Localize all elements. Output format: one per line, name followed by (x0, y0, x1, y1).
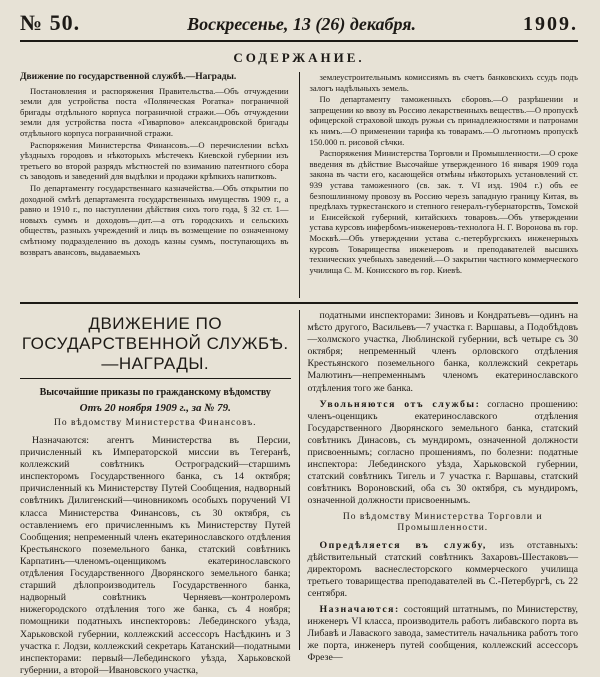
issue-date: Воскресенье, 13 (26) декабря. (187, 14, 417, 34)
dismissed-label: Увольняются отъ службы: (319, 398, 481, 410)
appointed-label: Опредѣляется въ службу, (319, 539, 487, 551)
article-subheading: Высочайшие приказы по гражданскому вѣдомству (39, 387, 271, 398)
article-right-column (307, 310, 579, 664)
article-body (20, 310, 579, 676)
paragraph (308, 399, 579, 508)
toc-item: Движение по государственной службѣ.—Награды. (20, 72, 237, 82)
order-number: Отъ 20 ноября 1909 г., за № 79. (79, 402, 231, 414)
appointed-text: изъ отставныхъ: дѣйствительный статский совѣтникъ Захаровъ-Шестаковъ—директоромъ васнеслесторского коммерческого училища третьего товарищества преподавателей въ С.-Петербургѣ, съ 22 сентября. (307, 539, 578, 599)
paragraph (308, 540, 579, 600)
column-divider (299, 310, 300, 650)
toc-left-column (20, 72, 289, 298)
toc-item: По департаменту государственнаго казначейства.—Объ открытии по доходной смѣтѣ департамента государственныхъ имуществъ 1909 г., а равно и 1910 г., по наступлении дѣйствия сихъ того года, § 32 ст. 1—новыхъ суммъ и доходовъ—дит.—а отъ городскихъ и сельскихъ обществъ, разныхъ учреждений и лицъ въ возмещение по означенному смѣтному подразделению въ доходъ казны суммъ, поступающихъ въ возвратъ авансовъ, выдаваемыхъ (20, 182, 289, 257)
toc-item: По департаменту таможенныхъ сборовъ.—О разрѣшении и запрещении ко ввозу въ Россию лекарственныхъ веществъ.—О пропускѣ офицерской страховой шкодъ ружьи съ принадлежностями и патронами къ нимъ.—О применении тарифа къ товарамъ.—О льготномъ пропускѣ 150.000 п. рисовой сѣчки. (309, 94, 578, 147)
article-text (308, 310, 579, 664)
assigned-label: Назначаются: (319, 603, 400, 615)
article-left-column (20, 310, 291, 676)
masthead (20, 10, 578, 42)
department-heading: По вѣдомству Министерства Финансовъ. (53, 418, 257, 428)
table-of-contents (20, 72, 578, 304)
assigned-text: состоящий штатнымъ, по Министерству, инженеръ VI класса, производитель работъ либавского порта въ Либавѣ и Лаваского завода, заместитель начальника работъ того же порта, инженеръ путей сообщения, коллежский ассессоръ Фрезе— (307, 603, 578, 664)
column-divider (299, 72, 300, 298)
contents-title: СОДЕРЖАНИЕ. (233, 50, 365, 65)
paragraph (308, 604, 579, 664)
toc-item: Распоряжения Министерства Финансовъ.—О перечислении всѣхъ уѣздныхъ городовъ и нѣкоторыхъ мѣстечекъ Киевской губернии изъ третьего во второй разрядъ мѣстностей по взиманию патентного сбора съ заводовъ и заведений для выдѣлки и продажи крѣпкихъ напитковъ. (20, 139, 289, 182)
toc-item: Постановления и распоряжения Правительства.—Объ отчуждении земли для устройства поста «Полянческая Рогатка» пограничной бригады отдѣльного корпуса пограничной стражи.—Объ отчуждении земли для устройства поста «Гиварпово» александровской бригады отдѣльного корпуса пограничной стражи. (20, 85, 289, 138)
dismissed-text: согласно прошению: членъ-оценщикъ екатеринославского отдѣления Государственного Дворянского земельного банка, статский совѣтникъ Динасовъ, съ мундиромъ, означенной должности присвоеннымъ; согласно прошениямъ, по болезни: податные инспектора: Лебединского уѣзда, Харьковской губернии, статский совѣтникъ Тигель и 7 участка г. Варшавы, статский совѣтникъ Вороновский, оба съ 30 октября, съ мундиромъ, означенной должности присвоеннымъ. (307, 398, 579, 507)
toc-item: Распоряжения Министерства Торговли и Промышленности.—О сроке введения въ дѣйствие Высочайше утвержденного 16 января 1909 года закона въ части его, касающейся отмѣны нѣкоторыхъ установлений ст. 939 устава таможенного (св. зак. т. VI изд. 1904 г.) объ ее безпошлинному провозу въ Россию черезъ западную границу Китая, въ предѣлахъ туркестанского и степного генералъ-губернаторствъ, Томской и Енисейской губерний, китайскихъ товаровъ.—Объ утверждении устава курсовъ инфербомъ-инженеровъ-технолога Н. Г. Воронова въ гор. Москвѣ.—Объ утверждении устава с.-петербургскихъ инженерныхъ курсовъ Товарищества инженеровъ и преподавателей высшихъ технических учебныхъ заведений.—О закрытии частного коммерческого училища С. М. Конисского въ гор. Киевѣ. (309, 148, 578, 275)
article-heading: ДВИЖЕНИЕ ПО ГОСУДАРСТВЕННОЙ СЛУЖБѢ.—НАГРАДЫ. (20, 314, 291, 379)
department-heading: По вѣдомству Министерства Торговли и Промышленности. (342, 511, 543, 533)
toc-item: землеустроительнымъ комиссиямъ въ счетъ банковскихъ ссудъ подъ залогъ надѣльныхъ земель. (309, 72, 578, 93)
issue-number: № 50. (20, 10, 81, 35)
article-text (20, 435, 291, 677)
toc-right-column (310, 72, 579, 298)
paragraph: Назначаются: агентъ Министерства въ Персии, причисленный къ Императорской миссии въ Тегеранѣ, коллежский совѣтникъ Остроградский—старшимъ инспекторомъ Государственного банка, съ 14 октября; причисленный къ Министерству Путей Сообщения, надворный совѣтникъ Дилигенский—чиновникомъ особыхъ поручений VI класса Министерства Финансовъ, съ 30 октября, съ оставлениемъ его причисленнымъ къ Министерству Путей Сообщения; непременный членъ екатеринославского отдѣления Крестьянского поземельного банка, статский совѣтникъ Карпатинъ—членомъ-оценщикомъ екатеринославского отдѣления Государственного Дворянского земельного банка; старший дѣлопроизводитель Государственного банка, надворный совѣтникъ Черняевъ—контролеромъ нижегородского отдѣления того же банка, съ 4 ноября; помощники податныхъ инспекторовъ: Лебединского уѣзда, Харьковской губернии, коллежский ассессоръ Насѣдкинъ и 3 участка г. Лодзи, коллежский секретарь Катанский—податными инспекторами: первый—Лебединского уѣзда, Харьковской губернии, а второй—Ивановского участка, (20, 435, 291, 676)
issue-year: 1909. (523, 13, 578, 35)
paragraph: податными инспекторами: Зиновъ и Кондратьевъ—одинъ на мѣсто другого, Васильевъ—7 участка г. Варшавы, а Подобѣдовъ—холмского участка, Люблинской губернии, всѣ четыре съ 30 октября; непременный членъ орловского отдѣления Крестьянского поземельного банка, коллежский секретарь Малютинъ—непременнымъ членомъ екатеринославского отдѣления того же банка. (307, 310, 578, 394)
